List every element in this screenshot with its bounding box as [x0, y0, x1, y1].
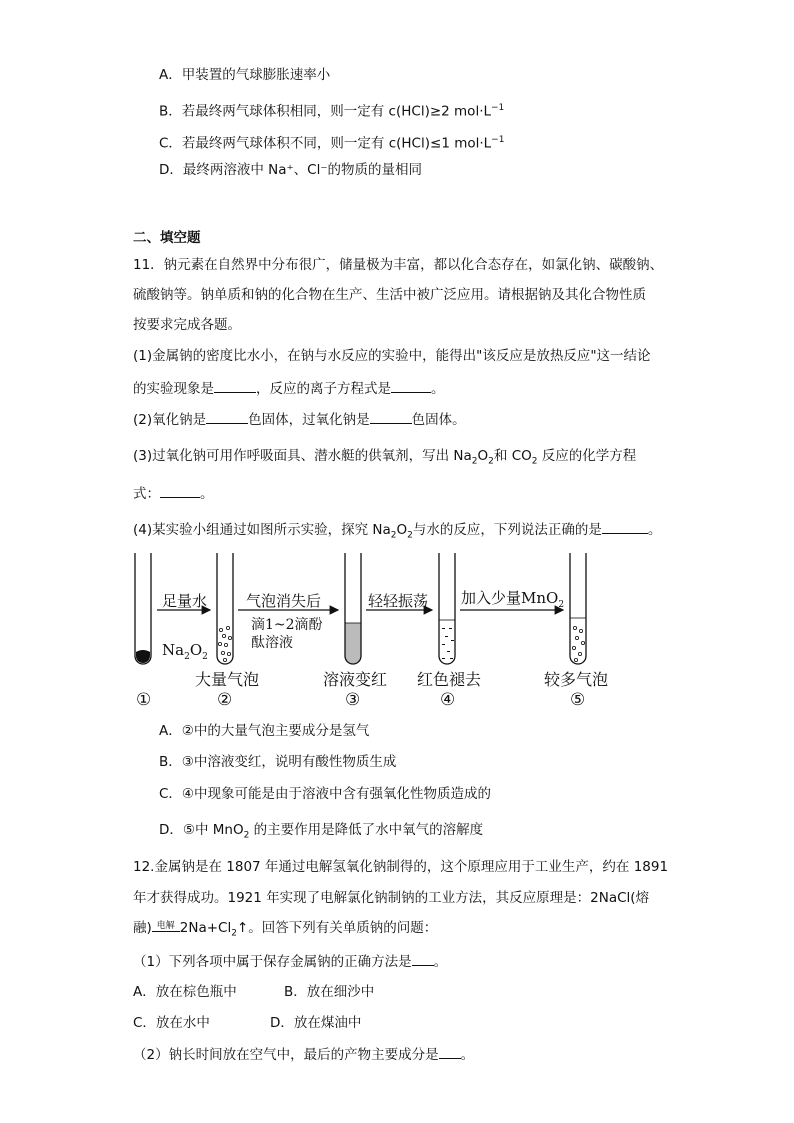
- q11-option-d-text-a: D．⑤中 MnO: [159, 822, 244, 838]
- q11-part1-text-b: ，反应的离子方程式是: [256, 381, 391, 397]
- step-number-2: ②: [217, 690, 233, 710]
- sub-2: 2: [558, 600, 565, 610]
- q12-line3-text-a: 融): [133, 920, 152, 936]
- q11-part1-blank2[interactable]: [391, 378, 431, 393]
- step-number-3: ③: [345, 690, 361, 710]
- observation-5: 较多气泡: [544, 670, 609, 689]
- sub-2: 2: [231, 928, 237, 939]
- q11-part2-blank1[interactable]: [206, 409, 248, 424]
- q11-part2-text-b: 色固体，过氧化钠是: [248, 412, 370, 428]
- q11-part2-text-c: 色固体。: [411, 412, 466, 428]
- q11-part3-blank[interactable]: [160, 483, 200, 498]
- reagent-label-na: Na: [162, 641, 185, 659]
- step-number-1: ①: [136, 690, 152, 710]
- q12-part1-text-b: 。: [433, 954, 448, 970]
- q11-part4-text-a: (4)某实验小组通过如图所示实验，探究 Na: [133, 522, 391, 538]
- q11-part3-text-c: 和 CO: [493, 448, 532, 464]
- q11-intro-line3: 按要求完成各题。: [133, 317, 241, 333]
- q10-option-b-sup: −1: [491, 103, 505, 113]
- q10-option-b: [159, 98, 504, 122]
- q12-option-c: C．放在水中: [133, 1015, 210, 1031]
- q11-option-d: [159, 820, 483, 846]
- q11-part4-text-c: 与水的反应，下列说法正确的是: [412, 522, 602, 538]
- step-number-4: ④: [440, 690, 456, 710]
- sub-2: 2: [471, 456, 478, 467]
- q10-option-a: A．甲装置的气球膨胀速率小: [159, 67, 331, 83]
- sub-2: 2: [243, 830, 250, 841]
- q12-line3-text-b: 2Na+Cl: [179, 920, 232, 936]
- sub-2: 2: [531, 456, 538, 467]
- q11-part1-line1: (1)金属钠的密度比水小，在钠与水反应的实验中，能得出"该反应是放热反应"这一结论: [133, 348, 651, 364]
- step-number-5: ⑤: [570, 690, 586, 710]
- q12-part1: [133, 951, 447, 972]
- q11-option-b: B．③中溶液变红，说明有酸性物质生成: [159, 754, 397, 770]
- sub-2: 2: [202, 652, 208, 662]
- q10-option-c-sup: −1: [491, 135, 505, 145]
- q11-option-d-text-b: 的主要作用是降低了水中氧气的溶解度: [249, 822, 484, 838]
- q11-part2-blank2[interactable]: [370, 409, 412, 424]
- q10-option-c-text: C．若最终两气球体积不同，则一定有 c(HCl)≤1 mol·L: [159, 135, 492, 152]
- q11-part2: [133, 409, 466, 430]
- q11-part2-text-a: (2)氧化钠是: [133, 412, 207, 428]
- arrow1-label: 足量水: [162, 592, 208, 610]
- observation-4: 红色褪去: [417, 670, 482, 689]
- section-title: 二、填空题: [133, 230, 201, 246]
- q10-option-d: D．最终两溶液中 Na⁺、Cl⁻的物质的量相同: [159, 162, 422, 178]
- reaction-condition-text: 电解: [156, 921, 175, 931]
- test-tube-3: [345, 553, 361, 664]
- experiment-figure: [120, 548, 640, 723]
- arrow4-label: [461, 587, 564, 610]
- q11-part3-text-b: O: [477, 448, 489, 464]
- q12-line3: [133, 918, 437, 944]
- test-tube-2: [217, 553, 233, 664]
- observation-3: 溶液变红: [323, 670, 388, 689]
- q11-part4-blank[interactable]: [602, 519, 648, 534]
- test-tube-4: [439, 553, 455, 664]
- q11-part3-text-f: 。: [200, 486, 214, 502]
- q12-line1: 12.金属钠是在 1807 年通过电解氢氧化钠制得的，这个原理应用于工业生产，约在 1891: [133, 859, 669, 875]
- q11-part4: [133, 519, 661, 546]
- q11-part1-line2: [133, 378, 445, 399]
- sub-2: 2: [184, 652, 190, 662]
- q11-part3-text-e: 式：: [133, 486, 160, 502]
- q12-line3-text-c: ↑。回答下列有关单质钠的问题：: [236, 920, 438, 936]
- arrow3-label: 轻轻振荡: [368, 592, 429, 610]
- q12-part2-text-b: 。: [460, 1047, 475, 1063]
- q12-line2: 年才获得成功。1921 年实现了电解氯化钠制钠的工业方法，其反应原理是：2NaCl(熔: [133, 890, 650, 906]
- q11-part1-text-a: 的实验现象是: [133, 381, 214, 397]
- reaction-arrow-line: [152, 931, 180, 932]
- q12-part1-text-a: （1）下列各项中属于保存金属钠的正确方法是: [133, 954, 412, 970]
- q11-part3-text-a: (3)过氧化钠可用作呼吸面具、潜水艇的供氧剂，写出 Na: [133, 448, 472, 464]
- q12-part2-blank[interactable]: [439, 1044, 461, 1059]
- reagent-label: $Na_2O_2$: [162, 641, 208, 662]
- sub-2: 2: [407, 530, 413, 541]
- observation-2: 大量气泡: [195, 670, 260, 689]
- q11-option-a: A．②中的大量气泡主要成分是氢气: [159, 723, 370, 739]
- reaction-condition: [152, 918, 180, 938]
- sub-2: 2: [390, 530, 397, 541]
- q11-intro-line2: 硫酸钠等。钠单质和钠的化合物在生产、生活中被广泛应用。请根据钠及其化合物性质: [133, 287, 646, 303]
- q12-option-b: B．放在细沙中: [284, 984, 375, 1000]
- q11-part1-blank1[interactable]: [214, 378, 256, 393]
- q11-part3-line2: [133, 483, 214, 504]
- q11-part4-text-d: 。: [647, 522, 662, 538]
- q12-option-d: D．放在煤油中: [270, 1015, 362, 1031]
- q11-part1-text-c: 。: [431, 381, 445, 397]
- arrow2-sublabel2: 酞溶液: [251, 635, 293, 651]
- arrow2-sublabel1: 滴1~2滴酚: [251, 617, 323, 633]
- arrow2-label: 气泡消失后: [246, 592, 322, 610]
- q11-part3-text-d: 反应的化学方程: [537, 448, 637, 464]
- test-tube-1: [135, 553, 151, 664]
- q11-intro-line1: 11．钠元素在自然界中分布很广，储量极为丰富，都以化合态存在，如氯化钠、碳酸钠、: [133, 257, 664, 273]
- q11-part3-line1: [133, 446, 636, 472]
- q11-part4-text-b: O: [396, 522, 408, 538]
- arrow4-label-text: 加入少量MnO: [461, 589, 559, 607]
- test-tube-5: [570, 553, 586, 664]
- q10-option-c: [159, 130, 504, 154]
- q12-part2: [133, 1044, 474, 1065]
- q11-option-c: C．④中现象可能是由于溶液中含有强氧化性物质造成的: [159, 786, 492, 802]
- q12-part2-text-a: （2）钠长时间放在空气中，最后的产物主要成分是: [133, 1047, 439, 1063]
- q12-part1-blank[interactable]: [412, 951, 434, 966]
- q12-option-a: A．放在棕色瓶中: [133, 984, 237, 1000]
- sub-2: 2: [488, 456, 494, 467]
- q10-option-b-text: B．若最终两气球体积相同，则一定有 c(HCl)≥2 mol·L: [159, 103, 492, 120]
